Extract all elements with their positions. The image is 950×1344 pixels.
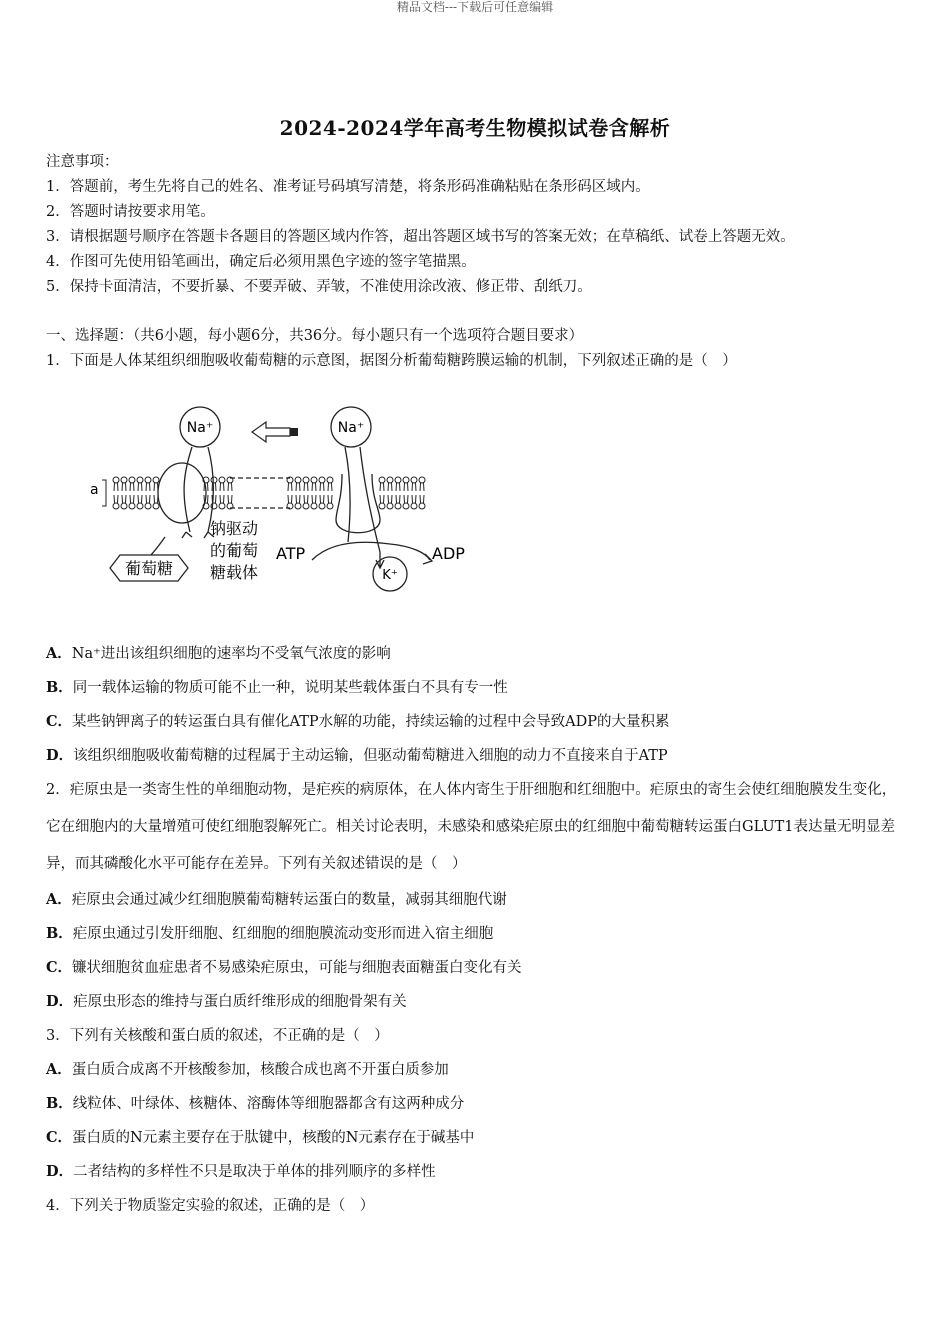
lipid-head: [395, 477, 401, 483]
q1-option-d[interactable]: [46, 744, 668, 768]
k-label: K⁺: [382, 568, 398, 583]
lipid-head: [403, 503, 409, 509]
lipid-tail: [420, 483, 424, 491]
question-1-stem: 1．下面是人体某组织细胞吸收葡萄糖的示意图，据图分析葡萄糖跨膜运输的机制，下列叙述正确的是（ ）: [46, 353, 737, 369]
adp-label: ADP: [432, 544, 465, 563]
question-3-stem: 3．下列有关核酸和蛋白质的叙述，不正确的是（ ）: [46, 1028, 389, 1044]
option-text: 疟原虫通过引发肝细胞、红细胞的细胞膜流动变形而进入宿主细胞: [72, 926, 494, 942]
lipid-head: [153, 503, 159, 509]
membrane-label-a: a: [90, 482, 99, 498]
lipid-tail: [328, 495, 332, 503]
question-4-stem: 4．下列关于物质鉴定实验的叙述，正确的是（ ）: [46, 1198, 375, 1214]
lipid-head: [311, 503, 317, 509]
lipid-head: [121, 503, 127, 509]
option-text: Na⁺进出该组织细胞的速率均不受氧气浓度的影响: [71, 646, 391, 662]
lipid-head: [379, 477, 385, 483]
lipid-tail: [130, 495, 134, 503]
lipid-tail: [114, 483, 118, 491]
lipid-tail: [296, 483, 300, 491]
option-letter: C．: [46, 959, 73, 976]
lipid-tail: [296, 495, 300, 503]
option-text: 同一载体运输的物质可能不止一种，说明某些载体蛋白不具有专一性: [72, 680, 508, 696]
option-letter: A．: [46, 891, 72, 908]
lipid-head: [319, 503, 325, 509]
option-letter: A．: [46, 645, 72, 662]
lipid-tail: [122, 483, 126, 491]
lipid-head: [411, 503, 417, 509]
lipid-tail: [404, 495, 408, 503]
note-item: 4．作图可先使用铅笔画出，确定后必须用黑色字迹的签字笔描黑。: [46, 254, 476, 270]
q1-option-c[interactable]: [46, 710, 670, 734]
lipid-head: [113, 503, 119, 509]
lipid-head: [419, 503, 425, 509]
lipid-head: [153, 477, 159, 483]
notes-section: [46, 150, 926, 300]
option-text: 镰状细胞贫血症患者不易感染疟原虫，可能与细胞表面糖蛋白变化有关: [72, 960, 522, 976]
na-right-label: Na⁺: [337, 420, 365, 436]
q2-option-a[interactable]: [46, 888, 507, 912]
option-text: 疟原虫形态的维持与蛋白质纤维形成的细胞骨架有关: [73, 994, 407, 1010]
note-item: 3．请根据题号顺序在答题卡各题目的答题区域内作答，超出答题区域书写的答案无效；在草稿纸、试卷上答题无效。: [46, 229, 795, 245]
option-text: 蛋白质合成离不开核酸参加，核酸合成也离不开蛋白质参加: [71, 1062, 449, 1078]
lipid-tail: [146, 483, 150, 491]
lipid-tail: [320, 495, 324, 503]
lipid-head: [327, 477, 333, 483]
lipid-tail: [130, 483, 134, 491]
lipid-head: [137, 477, 143, 483]
q2-option-d[interactable]: [46, 990, 407, 1014]
lipid-head: [303, 477, 309, 483]
page-title: 2024-2024学年高考生物模拟试卷含解析: [279, 116, 671, 140]
lipid-head: [211, 477, 217, 483]
lipid-head: [129, 503, 135, 509]
option-text: 线粒体、叶绿体、核糖体、溶酶体等细胞器都含有这两种成分: [72, 1096, 465, 1112]
lipid-tail: [328, 483, 332, 491]
q3-option-c[interactable]: [46, 1126, 474, 1150]
option-letter: B．: [46, 679, 73, 696]
lipid-head: [295, 503, 301, 509]
lipid-head: [403, 477, 409, 483]
q1-option-a[interactable]: [46, 642, 391, 666]
lipid-tail: [154, 495, 158, 503]
q2-option-b[interactable]: [46, 922, 493, 946]
lipid-tail: [138, 495, 142, 503]
lipid-tail: [320, 483, 324, 491]
lipid-tail: [404, 483, 408, 491]
glucose-transport-diagram: [80, 392, 480, 597]
lipid-head: [327, 503, 333, 509]
notes-heading: 注意事项：: [46, 154, 119, 170]
lipid-tail: [122, 495, 126, 503]
q3-option-a[interactable]: [46, 1058, 449, 1082]
option-letter: C．: [46, 1129, 73, 1146]
lipid-tail: [396, 495, 400, 503]
lipid-head: [311, 477, 317, 483]
page-watermark: 精品文档---下载后可任意编辑: [396, 0, 554, 14]
lipid-tail: [388, 495, 392, 503]
lipid-head: [219, 503, 225, 509]
lipid-head: [387, 477, 393, 483]
lipid-head: [319, 477, 325, 483]
carrier-label-line3: 糖载体: [210, 563, 259, 582]
lipid-head: [137, 503, 143, 509]
note-item: 5．保持卡面清洁，不要折暴、不要弄破、弄皱，不准使用涂改液、修正带、刮纸刀。: [46, 279, 592, 295]
lipid-tail: [154, 483, 158, 491]
lipid-head: [379, 503, 385, 509]
lipid-tail: [220, 483, 224, 491]
lipid-head: [145, 477, 151, 483]
lipid-tail: [312, 483, 316, 491]
lipid-head: [411, 477, 417, 483]
option-text: 该组织细胞吸收葡萄糖的过程属于主动运输，但驱动葡萄糖进入细胞的动力不直接来自于ATP: [73, 748, 668, 764]
lipid-tail: [396, 483, 400, 491]
section-title: 一、选择题：（共6小题，每小题6分，共36分。每小题只有一个选项符合题目要求）: [46, 328, 584, 344]
note-item: 1．答题前，考生先将自己的姓名、准考证号码填写清楚，将条形码准确粘贴在条形码区域内。: [46, 179, 650, 195]
option-letter: B．: [46, 925, 73, 942]
lipid-head: [113, 477, 119, 483]
option-letter: D．: [46, 747, 74, 764]
lipid-tail: [228, 495, 232, 503]
lipid-tail: [380, 483, 384, 491]
lipid-head: [387, 503, 393, 509]
lipid-tail: [388, 483, 392, 491]
option-letter: B．: [46, 1095, 73, 1112]
option-text: 疟原虫会通过减少红细胞膜葡萄糖转运蛋白的数量，减弱其细胞代谢: [71, 892, 507, 908]
q3-option-d[interactable]: [46, 1160, 436, 1184]
lipid-tail: [138, 483, 142, 491]
lipid-tail: [288, 483, 292, 491]
lipid-head: [145, 503, 151, 509]
glucose-label: 葡萄糖: [124, 559, 174, 578]
lipid-tail: [146, 495, 150, 503]
option-text: 二者结构的多样性不只是取决于单体的排列顺序的多样性: [73, 1164, 436, 1180]
carrier-label-line1: 钠驱动: [210, 519, 259, 538]
note-item: 2．答题时请按要求用笔。: [46, 204, 215, 220]
lipid-tail: [288, 495, 292, 503]
lipid-tail: [220, 495, 224, 503]
lipid-tail: [114, 495, 118, 503]
lipid-tail: [412, 483, 416, 491]
lipid-tail: [380, 495, 384, 503]
lipid-head: [395, 503, 401, 509]
option-letter: A．: [46, 1061, 72, 1078]
q3-option-b[interactable]: [46, 1092, 464, 1116]
option-letter: D．: [46, 1163, 74, 1180]
na-direction-arrow: [252, 422, 298, 442]
atp-label: ATP: [276, 544, 306, 563]
option-letter: D．: [46, 993, 74, 1010]
lipid-head: [419, 477, 425, 483]
carrier-label-line2: 的葡萄: [210, 541, 259, 560]
na-left-label: Na⁺: [186, 420, 214, 436]
q2-option-c[interactable]: [46, 956, 522, 980]
question-2-stem: 2．疟原虫是一类寄生性的单细胞动物，是疟疾的病原体，在人体内寄生于肝细胞和红细胞中。疟原虫的寄生会使红细胞膜发生变化，它在细胞内的大量增殖可使红细胞裂解死亡。相关讨论表明，未感染和感染疟原虫的红细胞中葡萄糖转运蛋白GLUT1表达量无明显差异，而其磷酸化水平可能存在差异。下列有关叙述错误的是（ ）: [46, 782, 897, 872]
lipid-head: [129, 477, 135, 483]
lipid-tail: [304, 483, 308, 491]
lipid-tail: [312, 495, 316, 503]
lipid-head: [219, 477, 225, 483]
lipid-head: [303, 503, 309, 509]
lipid-tail: [412, 495, 416, 503]
lipid-tail: [420, 495, 424, 503]
lipid-tail: [304, 495, 308, 503]
q1-option-b[interactable]: [46, 676, 508, 700]
lipid-tail: [228, 483, 232, 491]
option-text: 蛋白质的N元素主要存在于肽键中，核酸的N元素存在于碱基中: [72, 1130, 475, 1146]
option-text: 某些钠钾离子的转运蛋白具有催化ATP水解的功能，持续运输的过程中会导致ADP的大量积累: [72, 714, 670, 730]
lipid-head: [121, 477, 127, 483]
option-letter: C．: [46, 713, 73, 730]
lipid-head: [295, 477, 301, 483]
